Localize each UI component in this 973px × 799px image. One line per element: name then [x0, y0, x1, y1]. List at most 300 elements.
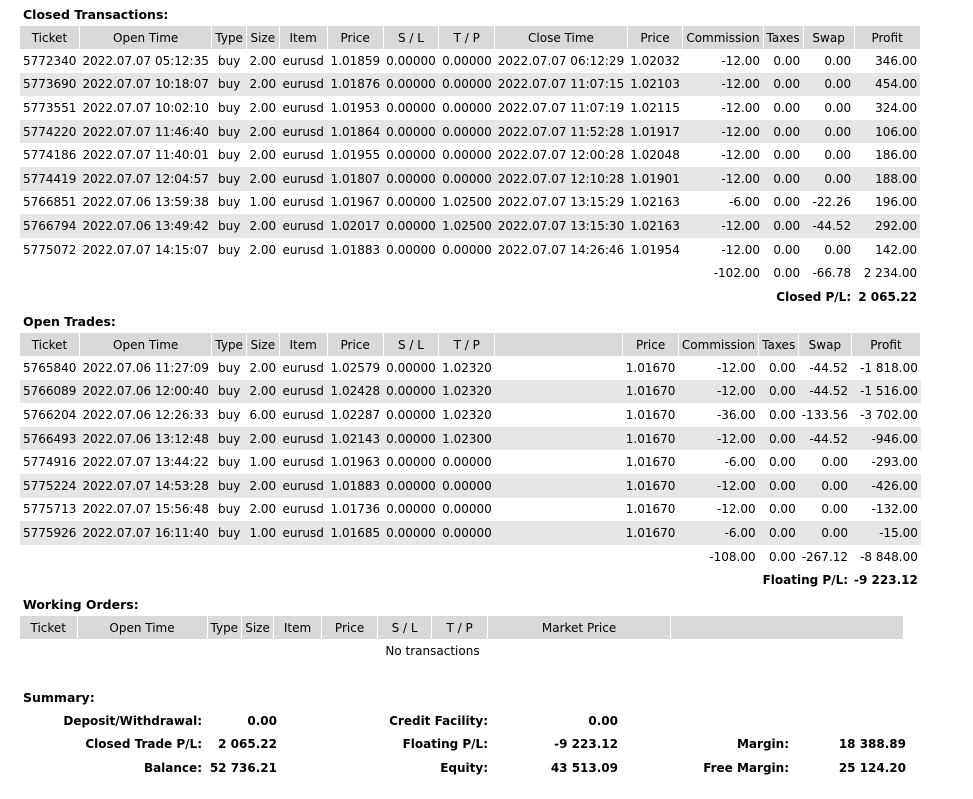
cell-item: eurusd — [282, 100, 324, 115]
cell-taxes: 0.00 — [768, 360, 796, 375]
cell-swap: -22.26 — [812, 195, 852, 210]
cell-commission: -12.00 — [678, 380, 758, 404]
cell-item: eurusd — [282, 242, 324, 257]
cell-type: buy — [212, 167, 247, 191]
cell-swap: 0.00 — [824, 53, 852, 68]
column-header: S / L — [383, 26, 439, 49]
cell-open-time: 2022.07.06 11:27:09 — [82, 360, 209, 375]
cell-ticket: 5774419 — [20, 167, 79, 191]
cell-sl: 0.00000 — [383, 167, 439, 191]
cell-sl: 0.00000 — [383, 73, 439, 97]
open-total-taxes: 0.00 — [768, 549, 796, 564]
cell-size: 1.00 — [246, 521, 279, 545]
cell-close-time: 2022.07.07 14:26:46 — [497, 242, 625, 257]
cell-close-price: 1.01670 — [625, 502, 676, 517]
cell-tp: 0.00000 — [439, 167, 495, 191]
table-row — [20, 380, 921, 404]
cell-type: buy — [212, 73, 247, 97]
cell-close-time — [495, 403, 623, 427]
cell-close-time — [495, 498, 623, 522]
cell-close-price: 1.01670 — [623, 474, 679, 498]
cell-price: 1.01807 — [327, 167, 383, 191]
column-header: T / P — [439, 26, 495, 49]
cell-ticket: 5774186 — [23, 148, 77, 163]
column-header: Size — [242, 616, 274, 639]
cell-taxes: 0.00 — [763, 214, 803, 238]
cell-profit: 292.00 — [854, 214, 920, 238]
cell-sl: 0.00000 — [386, 53, 436, 68]
floating-pl-value: -9 223.12 — [854, 573, 918, 588]
cell-close-price: 1.01901 — [627, 167, 683, 191]
column-header: Type — [207, 616, 242, 639]
cell-tp: 0.00000 — [442, 242, 492, 257]
cell-price: 1.01864 — [327, 120, 383, 144]
cell-swap: 0.00 — [824, 242, 852, 257]
cell-open-time: 2022.07.06 13:12:48 — [79, 427, 211, 451]
cell-item: eurusd — [279, 167, 327, 191]
cell-type: buy — [212, 214, 247, 238]
table-row — [20, 356, 921, 380]
cell-ticket: 5774220 — [20, 120, 79, 144]
cell-item: eurusd — [279, 474, 327, 498]
margin-value: 18 388.89 — [838, 737, 906, 751]
cell-sl: 0.00000 — [386, 148, 436, 163]
cell-close-time: 2022.07.07 13:15:29 — [497, 195, 625, 210]
cell-open-time: 2022.07.07 14:53:28 — [79, 474, 211, 498]
cell-close-time: 2022.07.07 06:12:29 — [497, 53, 625, 68]
column-header: Price — [623, 333, 679, 356]
cell-size: 2.00 — [246, 427, 279, 451]
cell-close-price: 1.01917 — [627, 120, 683, 144]
closed-total-commission: -102.00 — [713, 266, 761, 281]
closed-total-profit: 2 234.00 — [863, 266, 918, 281]
cell-tp: 1.02300 — [439, 427, 495, 451]
cell-commission: -36.00 — [716, 407, 756, 422]
column-header: Swap — [799, 333, 851, 356]
column-header: Ticket — [20, 616, 77, 639]
cell-commission: -6.00 — [724, 455, 756, 470]
column-header: Price — [327, 333, 383, 356]
table-row — [20, 450, 921, 474]
column-header: Commission — [678, 333, 758, 356]
cell-sl: 0.00000 — [386, 242, 436, 257]
floating-pl-row — [20, 568, 921, 592]
cell-open-time: 2022.07.07 11:46:40 — [79, 120, 211, 144]
cell-ticket: 5775713 — [23, 502, 77, 517]
cell-open-time: 2022.07.07 10:02:10 — [82, 100, 209, 115]
cell-commission: -12.00 — [678, 427, 758, 451]
cell-close-price: 1.02032 — [630, 53, 680, 68]
closed-trade-pl-value: 2 065.22 — [218, 737, 277, 751]
cell-open-time: 2022.07.06 12:26:33 — [82, 407, 209, 422]
cell-swap: -133.56 — [801, 407, 849, 422]
cell-price: 1.01883 — [327, 474, 383, 498]
cell-taxes: 0.00 — [763, 73, 803, 97]
column-header: S / L — [383, 333, 439, 356]
closed-totals-row — [20, 261, 920, 285]
cell-price: 1.01876 — [327, 73, 383, 97]
column-header: T / P — [432, 616, 488, 639]
table-header-row — [20, 333, 921, 356]
cell-open-time: 2022.07.06 13:49:42 — [79, 214, 211, 238]
cell-item: eurusd — [282, 195, 324, 210]
cell-ticket: 5766851 — [23, 195, 77, 210]
cell-profit: -15.00 — [851, 521, 921, 545]
column-header: Price — [327, 26, 383, 49]
cell-profit: 324.00 — [875, 100, 918, 115]
working-orders-table — [20, 616, 904, 639]
cell-item: eurusd — [279, 73, 327, 97]
cell-price: 1.01967 — [330, 195, 381, 210]
closed-trade-pl-label: Closed Trade P/L: — [85, 737, 202, 751]
cell-item: eurusd — [279, 214, 327, 238]
cell-commission: -12.00 — [716, 502, 756, 517]
cell-profit: 196.00 — [875, 195, 918, 210]
column-header: Taxes — [763, 26, 803, 49]
cell-tp: 1.02320 — [442, 407, 492, 422]
cell-tp: 0.00000 — [442, 148, 492, 163]
open-total-commission: -108.00 — [709, 549, 756, 564]
cell-ticket: 5765840 — [23, 360, 77, 375]
cell-size: 2.00 — [249, 53, 277, 68]
column-header: Ticket — [20, 26, 79, 49]
cell-close-time — [495, 356, 623, 380]
table-row — [20, 49, 920, 73]
cell-open-time: 2022.07.06 13:59:38 — [82, 195, 209, 210]
cell-profit: -1 818.00 — [860, 360, 918, 375]
cell-close-time: 2022.07.07 11:07:15 — [495, 73, 627, 97]
cell-tp: 1.02500 — [439, 214, 495, 238]
cell-tp: 0.00000 — [442, 502, 492, 517]
cell-sl: 0.00000 — [386, 195, 436, 210]
cell-size: 2.00 — [249, 100, 277, 115]
cell-item: eurusd — [282, 148, 324, 163]
cell-swap: 0.00 — [803, 73, 854, 97]
cell-close-time: 2022.07.07 11:07:19 — [497, 100, 625, 115]
cell-close-time: 2022.07.07 11:52:28 — [495, 120, 627, 144]
cell-swap: -44.52 — [799, 380, 851, 404]
cell-profit: 346.00 — [875, 53, 918, 68]
cell-profit: -293.00 — [871, 455, 918, 470]
column-header: Market Price — [488, 616, 671, 639]
cell-size: 2.00 — [246, 120, 279, 144]
table-row — [20, 238, 920, 262]
cell-profit: 186.00 — [875, 148, 918, 163]
closed-transactions-title: Closed Transactions: — [23, 7, 169, 22]
cell-commission: -12.00 — [683, 214, 763, 238]
cell-commission: -12.00 — [683, 167, 763, 191]
open-trades-title: Open Trades: — [23, 314, 116, 329]
cell-price: 1.02579 — [330, 360, 381, 375]
cell-commission: -12.00 — [678, 474, 758, 498]
open-totals-row — [20, 545, 921, 569]
cell-profit: 454.00 — [854, 73, 920, 97]
cell-close-price: 1.02163 — [627, 214, 683, 238]
cell-swap: 0.00 — [799, 521, 851, 545]
cell-open-time: 2022.07.07 05:12:35 — [82, 53, 209, 68]
cell-close-time: 2022.07.07 12:10:28 — [495, 167, 627, 191]
floating-pl-summary-value: -9 223.12 — [554, 737, 618, 751]
cell-item: eurusd — [282, 407, 324, 422]
cell-sl: 0.00000 — [383, 427, 439, 451]
cell-profit: -1 516.00 — [851, 380, 921, 404]
cell-size: 2.00 — [249, 242, 277, 257]
cell-size: 2.00 — [246, 73, 279, 97]
cell-taxes: 0.00 — [768, 502, 796, 517]
table-row — [20, 143, 920, 167]
cell-commission: -12.00 — [721, 148, 761, 163]
floating-pl-label: Floating P/L: — [762, 573, 849, 588]
cell-commission: -12.00 — [721, 242, 761, 257]
cell-open-time: 2022.07.07 14:15:07 — [82, 242, 209, 257]
cell-swap: 0.00 — [821, 455, 849, 470]
cell-close-time — [495, 521, 623, 545]
cell-item: eurusd — [279, 521, 327, 545]
cell-tp: 0.00000 — [442, 455, 492, 470]
closed-total-taxes: 0.00 — [773, 266, 801, 281]
table-row — [20, 120, 920, 144]
cell-close-price: 1.01954 — [630, 242, 680, 257]
cell-type: buy — [217, 502, 241, 517]
cell-open-time: 2022.07.07 11:40:01 — [82, 148, 209, 163]
cell-tp: 1.02320 — [439, 380, 495, 404]
column-header: Taxes — [759, 333, 799, 356]
cell-ticket: 5766204 — [23, 407, 77, 422]
cell-close-time: 2022.07.07 13:15:30 — [495, 214, 627, 238]
cell-swap: -44.52 — [809, 360, 849, 375]
cell-close-price: 1.01670 — [625, 407, 676, 422]
column-header: Item — [279, 26, 327, 49]
column-header: Commission — [683, 26, 763, 49]
cell-tp: 0.00000 — [442, 53, 492, 68]
cell-item: eurusd — [282, 53, 324, 68]
cell-taxes: 0.00 — [773, 53, 801, 68]
cell-profit: -426.00 — [851, 474, 921, 498]
cell-close-time — [495, 427, 623, 451]
cell-profit: -132.00 — [871, 502, 918, 517]
cell-sl: 0.00000 — [386, 502, 436, 517]
no-transactions-message: No transactions — [385, 644, 480, 658]
free-margin-value: 25 124.20 — [838, 761, 906, 775]
cell-price: 1.01883 — [330, 242, 381, 257]
cell-ticket: 5775224 — [20, 474, 79, 498]
column-header: Close Time — [495, 26, 627, 49]
cell-type: buy — [217, 455, 241, 470]
table-row — [20, 214, 920, 238]
credit-facility-label: Credit Facility: — [389, 714, 488, 728]
cell-profit: 188.00 — [854, 167, 920, 191]
cell-item: eurusd — [282, 502, 324, 517]
column-header — [671, 616, 904, 639]
cell-type: buy — [212, 120, 247, 144]
cell-price: 1.01955 — [330, 148, 381, 163]
cell-close-price: 1.01670 — [623, 427, 679, 451]
cell-close-price: 1.02103 — [627, 73, 683, 97]
cell-size: 2.00 — [246, 474, 279, 498]
cell-open-time: 2022.07.06 12:00:40 — [79, 380, 211, 404]
cell-size: 2.00 — [246, 167, 279, 191]
table-row — [20, 498, 921, 522]
cell-sl: 0.00000 — [383, 474, 439, 498]
cell-taxes: 0.00 — [759, 474, 799, 498]
cell-type: buy — [217, 407, 241, 422]
cell-type: buy — [212, 427, 247, 451]
column-header: Type — [212, 333, 247, 356]
table-row — [20, 191, 920, 215]
column-header: T / P — [439, 333, 495, 356]
cell-size: 2.00 — [246, 214, 279, 238]
cell-type: buy — [217, 195, 241, 210]
cell-profit: 142.00 — [875, 242, 918, 257]
cell-type: buy — [217, 148, 241, 163]
cell-sl: 0.00000 — [383, 214, 439, 238]
credit-facility-value: 0.00 — [588, 714, 618, 728]
cell-type: buy — [217, 360, 241, 375]
cell-taxes: 0.00 — [773, 195, 801, 210]
cell-profit: 106.00 — [854, 120, 920, 144]
cell-taxes: 0.00 — [768, 455, 796, 470]
cell-item: eurusd — [282, 360, 324, 375]
cell-sl: 0.00000 — [383, 380, 439, 404]
cell-open-time: 2022.07.07 15:56:48 — [82, 502, 209, 517]
cell-open-time: 2022.07.07 16:11:40 — [79, 521, 211, 545]
cell-size: 1.00 — [249, 195, 277, 210]
balance-label: Balance: — [143, 761, 202, 775]
cell-price: 1.01953 — [330, 100, 381, 115]
cell-taxes: 0.00 — [773, 242, 801, 257]
cell-taxes: 0.00 — [763, 120, 803, 144]
cell-close-price: 1.02048 — [630, 148, 680, 163]
cell-taxes: 0.00 — [759, 380, 799, 404]
cell-swap: 0.00 — [824, 148, 852, 163]
deposit-withdrawal-label: Deposit/Withdrawal: — [63, 714, 202, 728]
cell-tp: 1.02320 — [442, 360, 492, 375]
cell-swap: 0.00 — [821, 502, 849, 517]
summary-title: Summary: — [23, 690, 95, 705]
cell-commission: -12.00 — [716, 360, 756, 375]
cell-sl: 0.00000 — [383, 120, 439, 144]
cell-swap: 0.00 — [799, 474, 851, 498]
open-total-profit: -8 848.00 — [860, 549, 918, 564]
balance-value: 52 736.21 — [209, 761, 277, 775]
cell-commission: -12.00 — [721, 53, 761, 68]
cell-close-time — [495, 474, 623, 498]
cell-close-price: 1.01670 — [625, 360, 676, 375]
column-header: Item — [279, 333, 327, 356]
cell-type: buy — [212, 521, 247, 545]
cell-sl: 0.00000 — [386, 407, 436, 422]
cell-size: 2.00 — [249, 148, 277, 163]
cell-close-price: 1.02163 — [630, 195, 680, 210]
cell-close-time — [495, 380, 623, 404]
cell-item: eurusd — [282, 455, 324, 470]
cell-tp: 0.00000 — [439, 521, 495, 545]
column-header: Profit — [851, 333, 921, 356]
margin-label: Margin: — [736, 737, 789, 751]
table-header-row — [20, 26, 920, 49]
deposit-withdrawal-value: 0.00 — [247, 714, 277, 728]
table-row — [20, 403, 921, 427]
column-header: Type — [212, 26, 247, 49]
cell-open-time: 2022.07.07 13:44:22 — [82, 455, 209, 470]
table-row — [20, 96, 920, 120]
cell-commission: -6.00 — [678, 521, 758, 545]
column-header: Ticket — [20, 333, 79, 356]
column-header — [495, 333, 623, 356]
cell-swap: 0.00 — [803, 167, 854, 191]
open-trades-table — [20, 333, 921, 592]
table-row — [20, 474, 921, 498]
cell-sl: 0.00000 — [386, 360, 436, 375]
column-header: Open Time — [79, 333, 211, 356]
cell-open-time: 2022.07.07 12:04:57 — [79, 167, 211, 191]
cell-taxes: 0.00 — [763, 167, 803, 191]
closed-total-swap: -66.78 — [812, 266, 852, 281]
cell-type: buy — [217, 242, 241, 257]
cell-profit: -946.00 — [851, 427, 921, 451]
cell-swap: 0.00 — [803, 120, 854, 144]
table-row — [20, 73, 920, 97]
column-header: Price — [627, 26, 683, 49]
open-total-swap: -267.12 — [801, 549, 849, 564]
cell-ticket: 5773690 — [20, 73, 79, 97]
cell-commission: -12.00 — [683, 120, 763, 144]
cell-commission: -6.00 — [728, 195, 761, 210]
equity-label: Equity: — [440, 761, 488, 775]
cell-type: buy — [212, 380, 247, 404]
closed-pl-label: Closed P/L: — [776, 289, 852, 304]
cell-sl: 0.00000 — [383, 521, 439, 545]
cell-tp: 0.00000 — [439, 73, 495, 97]
cell-ticket: 5766794 — [20, 214, 79, 238]
cell-size: 2.00 — [249, 360, 277, 375]
cell-ticket: 5775072 — [23, 242, 77, 257]
table-row — [20, 521, 921, 545]
cell-tp: 0.00000 — [442, 100, 492, 115]
cell-profit: -3 702.00 — [860, 407, 918, 422]
cell-price: 1.01963 — [330, 455, 381, 470]
cell-type: buy — [212, 474, 247, 498]
cell-taxes: 0.00 — [759, 427, 799, 451]
cell-size: 2.00 — [249, 502, 277, 517]
cell-sl: 0.00000 — [386, 455, 436, 470]
working-orders-title: Working Orders: — [23, 597, 139, 612]
cell-ticket: 5766493 — [20, 427, 79, 451]
column-header: Size — [246, 333, 279, 356]
cell-size: 2.00 — [246, 380, 279, 404]
cell-commission: -12.00 — [721, 100, 761, 115]
cell-type: buy — [217, 53, 241, 68]
column-header: S / L — [378, 616, 432, 639]
cell-open-time: 2022.07.07 10:18:07 — [79, 73, 211, 97]
cell-ticket: 5774916 — [23, 455, 77, 470]
cell-item: eurusd — [279, 120, 327, 144]
cell-tp: 0.00000 — [439, 474, 495, 498]
cell-item: eurusd — [279, 427, 327, 451]
cell-tp: 1.02500 — [442, 195, 492, 210]
column-header: Open Time — [77, 616, 207, 639]
column-header: Price — [322, 616, 378, 639]
cell-ticket: 5773551 — [23, 100, 77, 115]
table-row — [20, 427, 921, 451]
column-header: Item — [274, 616, 322, 639]
cell-close-price: 1.02115 — [630, 100, 680, 115]
cell-taxes: 0.00 — [759, 521, 799, 545]
closed-pl-row — [20, 285, 920, 309]
cell-close-price: 1.01670 — [623, 521, 679, 545]
free-margin-label: Free Margin: — [703, 761, 789, 775]
table-row — [20, 167, 920, 191]
